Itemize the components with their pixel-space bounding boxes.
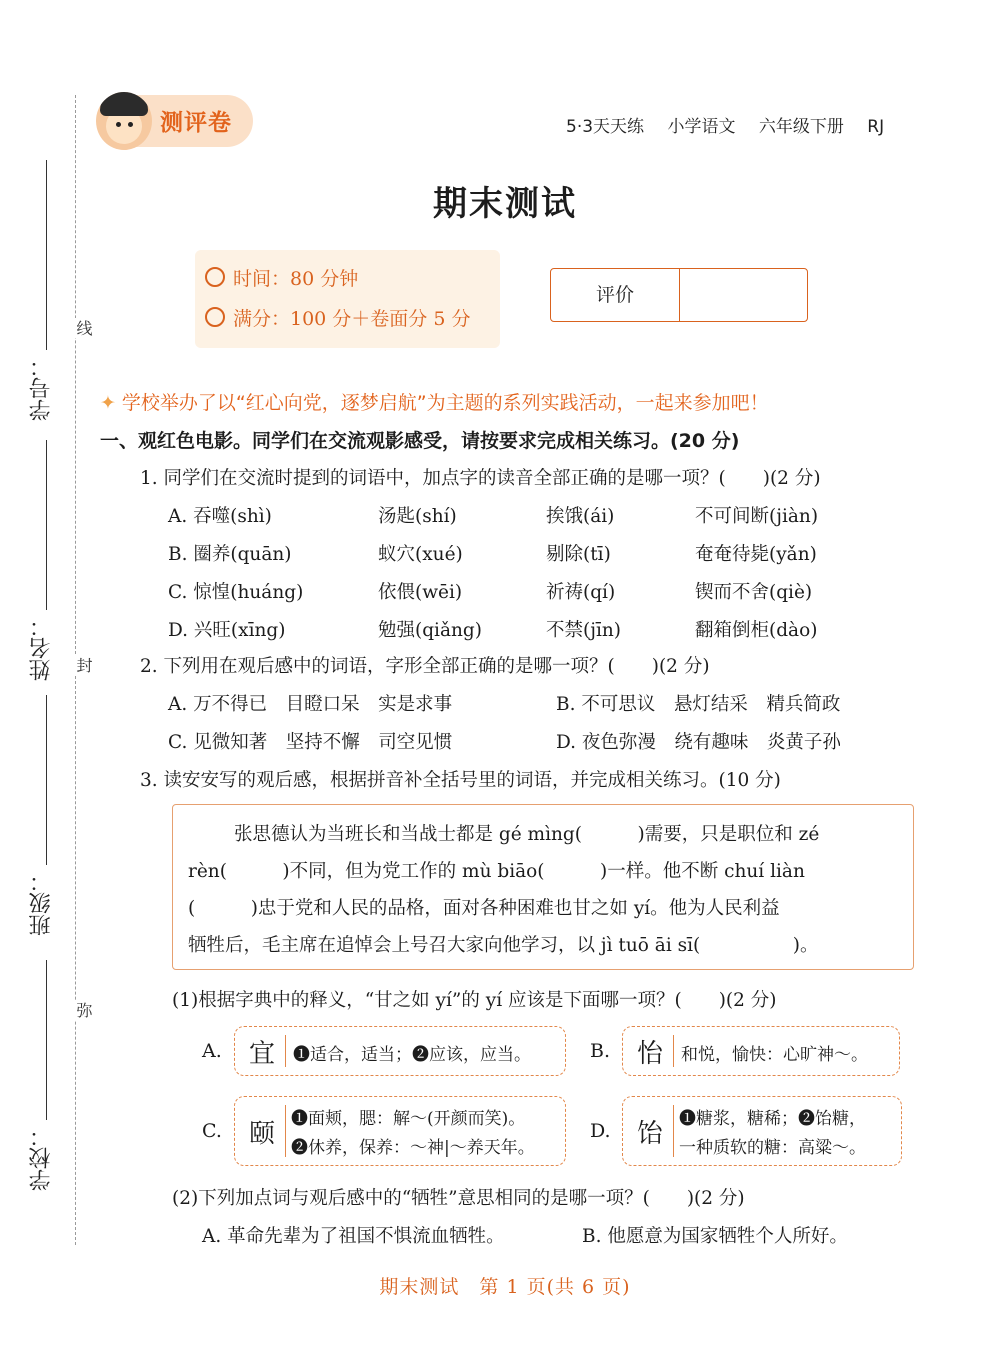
passage-line-3: ( )忠于党和人民的品格，面对各种困难也甘之如 yí。他为人民利益 — [188, 898, 780, 919]
clock-icon — [205, 267, 225, 287]
q3-sub1-stem: (1)根据字典中的释义，“甘之如 yí”的 yí 应该是下面哪一项？( )(2 分) — [172, 990, 777, 1011]
class-field[interactable] — [46, 695, 47, 865]
q3-sub2-option-a: A. 革命先辈为了祖国不惧流血牺牲。 — [202, 1226, 505, 1247]
q1-option-c-1: C. 惊惶(huáng) — [168, 582, 304, 603]
student-avatar-icon — [96, 92, 152, 150]
name-field[interactable] — [46, 440, 47, 610]
q2-option-b: B. 不可思议 悬灯结采 精兵简政 — [556, 694, 841, 715]
q1-option-a-1: A. 吞噬(shì) — [168, 506, 272, 527]
evaluation-box — [550, 268, 808, 322]
page-footer: 期末测试 第 1 页(共 6 页) — [379, 1276, 631, 1298]
q1-option-b-4: 奄奄待毙(yǎn) — [695, 544, 817, 565]
q1-option-d-3: 不禁(jīn) — [546, 620, 622, 641]
dict-option-b-char: 怡 — [637, 1039, 664, 1069]
school-field[interactable] — [46, 960, 47, 1120]
grade: 六年级下册 — [758, 117, 844, 137]
series-info — [566, 112, 902, 137]
edition: RJ — [867, 117, 885, 137]
dict-option-c-def-1: ❶面颊，腮：解～(开颜而笑)。 — [291, 1109, 526, 1129]
q1-option-c-3: 祈祷(qí) — [546, 582, 616, 603]
q2-option-a: A. 万不得已 目瞪口呆 实是求事 — [168, 694, 453, 715]
student-id-label: 学号： — [29, 355, 54, 421]
dict-option-d-char: 饴 — [637, 1119, 664, 1149]
q2-option-c: C. 见微知著 坚持不懈 司空见惯 — [168, 732, 453, 753]
dict-option-c-label[interactable]: C. — [202, 1120, 222, 1142]
passage-line-2: rèn( )不同，但为党工作的 mù biāo( )一样。他不断 chuí liàn — [188, 861, 805, 882]
q1-option-b-3: 剔除(tī) — [546, 544, 611, 565]
check-circle-icon — [205, 307, 225, 327]
dict-option-d-label[interactable]: D. — [590, 1120, 611, 1142]
dict-option-d[interactable] — [622, 1096, 902, 1166]
q1-option-c-4: 锲而不舍(qiè) — [695, 582, 813, 603]
seal-char-seal: 封 — [74, 657, 93, 673]
sparkle-icon: ✦ — [100, 392, 116, 414]
q1-option-d-2: 勉强(qiǎng) — [378, 620, 482, 641]
q3-sub2-stem: (2)下列加点词与观后感中的“牺牲”意思相同的是哪一项？( )(2 分) — [172, 1188, 745, 1209]
dict-option-c-char: 颐 — [249, 1119, 276, 1149]
dict-option-a-char: 宜 — [249, 1039, 276, 1069]
q3-stem: 3. 读安安写的观后感，根据拼音补全括号里的词语，并完成相关练习。(10 分) — [140, 770, 781, 791]
dict-option-d-def-1: ❶糖浆，糖稀；❷饴糖， — [679, 1109, 866, 1129]
dict-option-a-def: ❶适合，适当；❷应该，应当。 — [293, 1045, 531, 1065]
q1-option-c-2: 依偎(wēi) — [378, 582, 463, 603]
series-name: 5·3天天练 — [566, 117, 645, 137]
class-label: 班级： — [29, 870, 54, 936]
passage-line-4: 牺牲后，毛主席在追悼会上号召大家向他学习，以 jì tuō āi sī( )。 — [188, 935, 819, 956]
seal-char-dense: 弥 — [74, 1002, 93, 1018]
q3-sub2-option-b: B. 他愿意为国家牺牲个人所好。 — [582, 1226, 848, 1247]
q2-stem: 2. 下列用在观后感中的词语，字形全部正确的是哪一项？( )(2 分) — [140, 656, 710, 677]
evaluation-label: 评价 — [551, 269, 680, 321]
dict-option-a-label[interactable]: A. — [202, 1040, 222, 1062]
dict-option-b-label[interactable]: B. — [590, 1040, 611, 1062]
q2-option-d: D. 夜色弥漫 绕有趣味 炎黄子孙 — [556, 732, 841, 753]
exam-time: 时间：80 分钟 — [205, 264, 358, 291]
school-label: 学校： — [29, 1125, 54, 1191]
theme-banner: ✦ 学校举办了以“红心向党，逐梦启航”为主题的系列实践活动，一起来参加吧！ — [100, 392, 769, 414]
name-label: 姓名： — [29, 615, 54, 681]
dict-option-c-def-2: ❷休养，保养：～神|～养天年。 — [291, 1138, 535, 1158]
dict-option-d-def-2: 一种质软的糖：高粱～。 — [679, 1138, 866, 1158]
q1-option-a-3: 挨饿(ái) — [546, 506, 615, 527]
dict-option-b-def: 和悦，愉快：心旷神～。 — [681, 1045, 868, 1065]
dict-option-b[interactable] — [622, 1026, 900, 1076]
q1-stem: 1. 同学们在交流时提到的词语中，加点字的读音全部正确的是哪一项？( )(2 分) — [140, 468, 821, 489]
q1-option-a-4: 不可间断(jiàn) — [695, 506, 819, 527]
page-title: 期末测试 — [433, 184, 577, 224]
q1-option-d-4: 翻箱倒柜(dào) — [695, 620, 818, 641]
q1-option-b-1: B. 圈养(quān) — [168, 544, 292, 565]
section1-heading: 一、观红色电影。同学们在交流观影感受，请按要求完成相关练习。(20 分) — [100, 430, 740, 452]
q1-option-d-1: D. 兴旺(xīng) — [168, 620, 286, 641]
dict-option-c[interactable] — [234, 1096, 566, 1166]
exam-badge: 测评卷 — [160, 110, 232, 136]
subject: 小学语文 — [667, 117, 736, 137]
q1-option-b-2: 蚁穴(xué) — [378, 544, 463, 565]
exam-score: 满分：100 分＋卷面分 5 分 — [205, 304, 470, 331]
dict-option-a[interactable] — [234, 1026, 566, 1076]
seal-char-line: 线 — [74, 320, 93, 336]
passage-line-1: 张思德认为当班长和当战士都是 gé mìng( )需要，只是职位和 zé — [234, 824, 820, 845]
q1-option-a-2: 汤匙(shí) — [378, 506, 457, 527]
